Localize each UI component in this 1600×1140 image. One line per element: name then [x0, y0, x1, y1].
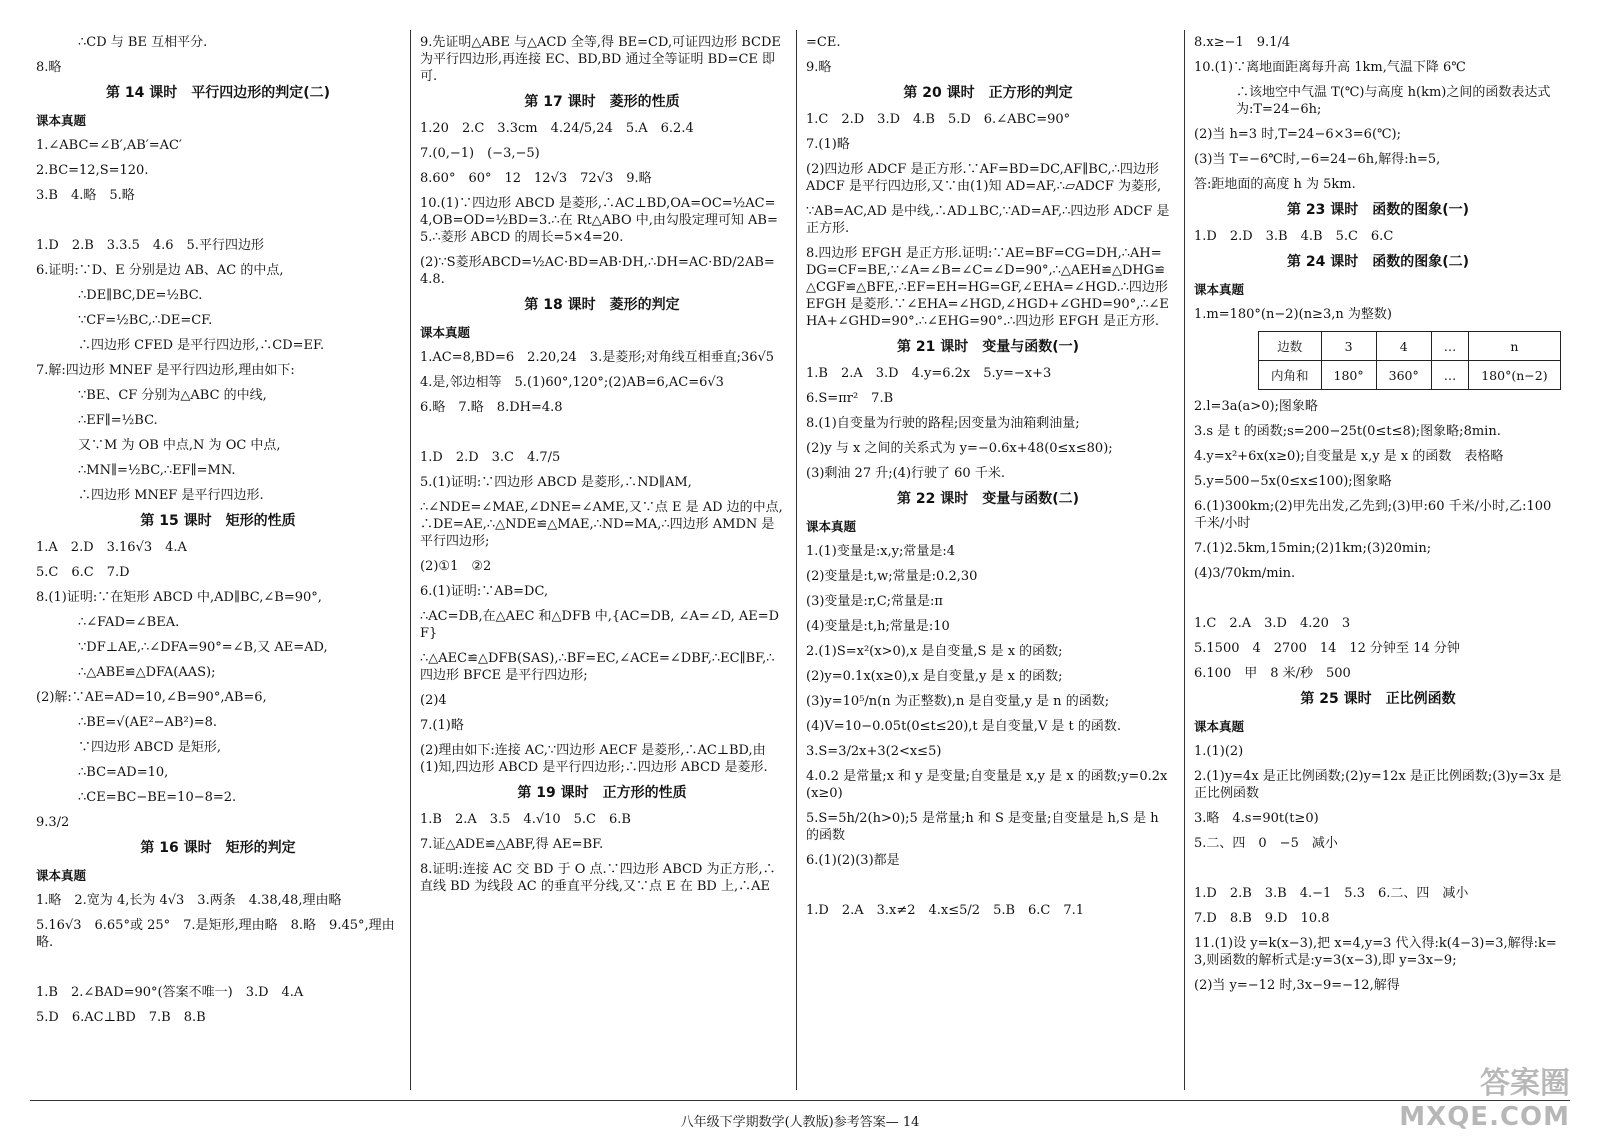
answer-line: 5.1500 4 2700 14 12 分钟至 14 分钟 [1194, 641, 1460, 656]
table-row [1259, 332, 1561, 361]
answer-line: ∴EF∥=½BC. [78, 413, 158, 428]
answer-line: 6.(1)300km;(2)甲先出发,乙先到;(3)甲:60 千米/小时,乙:100 千米/小时 [1194, 499, 1552, 531]
answer-line: ∴BE=√(AE²−AB²)=8. [78, 715, 218, 730]
answer-line: 5.16√3 6.65°或 25° 7.是矩形,理由略 8.略 9.45°,理由略. [36, 918, 395, 950]
answer-line: 4.是,邻边相等 5.(1)60°,120°;(2)AB=6,AC=6√3 [420, 375, 724, 390]
answer-line: 9.3/2 [36, 815, 70, 830]
answer-line: 6.证明:∵D、E 分别是边 AB、AC 的中点, [36, 263, 284, 278]
blank-line [420, 424, 784, 441]
answer-line: 3.略 4.s=90t(t≥0) [1194, 811, 1319, 826]
answer-line: 答:距地面的高度 h 为 5km. [1194, 177, 1356, 192]
polygon-angle-table [1258, 331, 1561, 390]
answer-line: 2.BC=12,S=120. [36, 163, 149, 178]
answer-line: (2)y 与 x 之间的关系式为 y=−0.6x+48(0≤x≤80); [806, 441, 1113, 456]
answer-line: 6.略 7.略 8.DH=4.8 [420, 400, 563, 415]
answer-column-1 [36, 34, 404, 1089]
answer-line: 1.∠ABC=∠B′,AB′=AC′ [36, 138, 182, 153]
answer-line: 又∵M 为 OB 中点,N 为 OC 中点, [78, 438, 281, 453]
table-row [1259, 361, 1561, 390]
answer-line: 2.l=3a(a>0);图象略 [1194, 399, 1318, 414]
answer-line: ∴∠FAD=∠BEA. [78, 615, 180, 630]
answer-line: (2)解:∵AE=AD=10,∠B=90°,AB=6, [36, 690, 267, 705]
answer-line: (2)当 y=−12 时,3x−9=−12,解得 [1194, 978, 1400, 993]
answer-line: (4)3/70km/min. [1194, 566, 1296, 581]
answer-line: 1.D 2.B 3.3.5 4.6 5.平行四边形 [36, 238, 264, 253]
answer-line: ∴BC=AD=10, [78, 765, 169, 780]
answer-line: ∵BE、CF 分别为△ABC 的中线, [78, 388, 267, 403]
answer-line: 10.(1)∵四边形 ABCD 是菱形,∴AC⊥BD,OA=OC=½AC=4,OB=OD=½BD=3.∴在 Rt△ABO 中,由勾股定理可知 AB=5.∴菱形 ABCD 的周长=5×4=20. [420, 196, 778, 245]
table-cell: … [1431, 332, 1469, 361]
answer-line: 6.100 甲 8 米/秒 500 [1194, 666, 1351, 681]
answer-line: ∴四边形 MNEF 是平行四边形. [78, 488, 264, 503]
blank-line [1194, 590, 1562, 607]
answer-line: ∴∠NDE=∠MAE,∠DNE=∠AME,又∵点 E 是 AD 边的中点,∴DE=AE,∴△NDE≌△MAE,∴ND=MA,∴四边形 AMDN 是平行四边形; [420, 500, 783, 549]
answer-line: ∴MN∥=½BC,∴EF∥=MN. [78, 463, 236, 478]
answer-line: (2)∵S菱形ABCD=½AC·BD=AB·DH,∴DH=AC·BD/2AB=4.8. [420, 255, 775, 287]
page-footer: 八年级下学期数学(人教版)参考答案— 14 [680, 1115, 920, 1130]
answer-line: 1.B 2.A 3.5 4.√10 5.C 6.B [420, 812, 631, 827]
answer-line: 7.D 8.B 9.D 10.8 [1194, 911, 1330, 926]
answer-line: (2)y=0.1x(x≥0),x 是自变量,y 是 x 的函数; [806, 669, 1063, 684]
lesson-heading: 第 18 课时 菱形的判定 [524, 297, 680, 313]
answer-line: 3.s 是 t 的函数;s=200−25t(0≤t≤8);图象略;8min. [1194, 424, 1501, 439]
answer-line: 1.B 2.A 3.D 4.y=6.2x 5.y=−x+3 [806, 366, 1052, 381]
answer-column-3 [806, 34, 1174, 1089]
answer-line: 1.B 2.∠BAD=90°(答案不唯一) 3.D 4.A [36, 985, 304, 1000]
answer-line: (2)理由如下:连接 AC,∵四边形 AECF 是菱形,∴AC⊥BD,由(1)知,四边形 ABCD 是平行四边形;∴四边形 ABCD 是菱形. [420, 743, 768, 775]
answer-line: 5.(1)证明:∵四边形 ABCD 是菱形,∴ND∥AM, [420, 475, 692, 490]
blank-line [36, 959, 400, 976]
answer-line: ∴四边形 CFED 是平行四边形,∴CD=EF. [78, 338, 325, 353]
answer-line: 2.(1)S=x²(x>0),x 是自变量,S 是 x 的函数; [806, 644, 1063, 659]
lesson-heading: 第 20 课时 正方形的判定 [903, 85, 1073, 101]
answer-line: 5.y=500−5x(0≤x≤100);图象略 [1194, 474, 1392, 489]
answer-line: 7.(1)2.5km,15min;(2)1km;(3)20min; [1194, 541, 1432, 556]
lesson-heading: 第 14 课时 平行四边形的判定(二) [105, 85, 331, 101]
answer-line: 3.S=3/2x+3(2<x≤5) [806, 744, 942, 759]
answer-line: 3.B 4.略 5.略 [36, 188, 135, 203]
answer-line: 10.(1)∵离地面距离每升高 1km,气温下降 6℃ [1194, 60, 1466, 75]
answer-line: ∴△ABE≌△DFA(AAS); [78, 665, 216, 680]
blank-line [806, 877, 1170, 894]
table-cell: 180°(n−2) [1469, 361, 1560, 390]
answer-line: 8.(1)自变量为行驶的路程;因变量为油箱剩油量; [806, 416, 1080, 431]
column-divider-2 [796, 30, 797, 1090]
lesson-heading: 第 21 课时 变量与函数(一) [896, 339, 1080, 355]
lesson-heading: 第 25 课时 正比例函数 [1300, 691, 1456, 707]
answer-line: ∴AC=DB,在△AEC 和△DFB 中,{AC=DB, ∠A=∠D, AE=DF} [420, 609, 780, 641]
answer-line: 4.y=x²+6x(x≥0);自变量是 x,y 是 x 的函数 表格略 [1194, 449, 1504, 464]
answer-line: 7.(1)略 [420, 718, 464, 733]
answer-line: (4)变量是:t,h;常量是:10 [806, 619, 950, 634]
blank-line [1194, 860, 1562, 877]
answer-column-4 [1194, 34, 1566, 1089]
answer-line: 1.C 2.A 3.D 4.20 3 [1194, 616, 1351, 631]
answer-line: 1.A 2.D 3.16√3 4.A [36, 540, 187, 555]
answer-line: ∴CD 与 BE 互相平分. [78, 35, 208, 50]
answer-line: 1.略 2.宽为 4,长为 4√3 3.两条 4.38,48,理由略 [36, 893, 342, 908]
table-cell: 180° [1321, 361, 1376, 390]
table-cell: 4 [1376, 332, 1431, 361]
answer-line: (3)y=10⁵/n(n 为正整数),n 是自变量,y 是 n 的函数; [806, 694, 1110, 709]
table-cell: n [1469, 332, 1560, 361]
answer-line: (3)当 T=−6℃时,−6=24−6h,解得:h=5, [1194, 152, 1441, 167]
answer-line: 1.20 2.C 3.3cm 4.24/5,24 5.A 6.2.4 [420, 121, 694, 136]
answer-line: 1.D 2.D 3.B 4.B 5.C 6.C [1194, 229, 1394, 244]
answer-line: (2)4 [420, 693, 447, 708]
answer-line: ∵AB=AC,AD 是中线,∴AD⊥BC,∵AD=AF,∴四边形 ADCF 是正方形. [806, 204, 1170, 236]
section-label: 课本真题 [1194, 719, 1245, 734]
footer-rule [30, 1100, 1570, 1101]
answer-line: 7.(0,−1) (−3,−5) [420, 146, 540, 161]
watermark-text-top: 答案圈 [1480, 1066, 1570, 1101]
answer-line: 1.C 2.D 3.D 4.B 5.D 6.∠ABC=90° [806, 112, 1071, 127]
answer-line: 8.x≥−1 9.1/4 [1194, 35, 1291, 50]
column-divider-1 [410, 30, 411, 1090]
answer-line: 8.略 [36, 60, 62, 75]
answer-line: (2)当 h=3 时,T=24−6×3=6(℃); [1194, 127, 1402, 142]
answer-line: 9.先证明△ABE 与△ACD 全等,得 BE=CD,可证四边形 BCDE 为平行四边形,再连接 EC、BD,BD 通过全等证明 BD=CE 即可. [420, 35, 781, 84]
answer-line: 6.(1)证明:∵AB=DC, [420, 584, 549, 599]
lesson-heading: 第 17 课时 菱形的性质 [524, 94, 680, 110]
answer-line: 1.D 2.D 3.C 4.7/5 [420, 450, 561, 465]
answer-line: (2)①1 ②2 [420, 559, 492, 574]
lesson-heading: 第 19 课时 正方形的性质 [517, 785, 687, 801]
answer-line: (3)变量是:r,C;常量是:π [806, 594, 943, 609]
answer-line: 1.m=180°(n−2)(n≥3,n 为整数) [1194, 307, 1392, 322]
section-label: 课本真题 [36, 113, 87, 128]
answer-line: (4)V=10−0.05t(0≤t≤20),t 是自变量,V 是 t 的函数. [806, 719, 1122, 734]
answer-line: ∴△AEC≌△DFB(SAS),∴BF=EC,∠ACE=∠DBF,∴EC∥BF,∴四边形 BFCE 是平行四边形; [420, 651, 775, 683]
lesson-heading: 第 24 课时 函数的图象(二) [1286, 254, 1470, 270]
table-cell: 3 [1321, 332, 1376, 361]
section-label: 课本真题 [806, 519, 857, 534]
answer-column-2 [420, 34, 788, 1089]
answer-line: ∴DE∥BC,DE=½BC. [78, 288, 203, 303]
answer-line: 5.C 6.C 7.D [36, 565, 130, 580]
answer-line: 1.(1)变量是:x,y;常量是:4 [806, 544, 956, 559]
column-divider-3 [1184, 30, 1185, 1090]
answer-line: ∵CF=½BC,∴DE=CF. [78, 313, 213, 328]
answer-line: 9.略 [806, 60, 832, 75]
table-cell: … [1431, 361, 1469, 390]
section-label: 课本真题 [36, 868, 87, 883]
answer-line: 5.S=5h/2(h>0);5 是常量;h 和 S 是变量;自变量是 h,S 是 h 的函数 [806, 811, 1159, 843]
answer-line: ∵四边形 ABCD 是矩形, [78, 740, 221, 755]
answer-line: 5.D 6.AC⊥BD 7.B 8.B [36, 1010, 206, 1025]
table-cell: 边数 [1259, 332, 1322, 361]
table-cell: 360° [1376, 361, 1431, 390]
watermark-logo [1399, 1058, 1570, 1132]
answer-line: 1.D 2.B 3.B 4.−1 5.3 6.二、四 减小 [1194, 886, 1469, 901]
answer-line: ∴CE=BC−BE=10−8=2. [78, 790, 237, 805]
answer-line: 4.0.2 是常量;x 和 y 是变量;自变量是 x,y 是 x 的函数;y=0.2x(x≥0) [806, 769, 1168, 801]
answer-line: 7.(1)略 [806, 137, 850, 152]
watermark-text-bottom: MXQE.COM [1399, 1102, 1570, 1132]
blank-line [36, 212, 400, 229]
lesson-heading: 第 22 课时 变量与函数(二) [896, 491, 1080, 507]
answer-line: ∵DF⊥AE,∴∠DFA=90°=∠B,又 AE=AD, [78, 640, 328, 655]
answer-line: 1.(1)(2) [1194, 744, 1244, 759]
answer-line: 7.解:四边形 MNEF 是平行四边形,理由如下: [36, 363, 295, 378]
answer-line: 1.D 2.A 3.x≠2 4.x≤5/2 5.B 6.C 7.1 [806, 903, 1085, 918]
lesson-heading: 第 15 课时 矩形的性质 [140, 513, 296, 529]
answer-line: (3)剩油 27 升;(4)行驶了 60 千米. [806, 466, 1005, 481]
answer-line: 8.(1)证明:∵在矩形 ABCD 中,AD∥BC,∠B=90°, [36, 590, 322, 605]
lesson-heading: 第 23 课时 函数的图象(一) [1286, 202, 1470, 218]
section-label: 课本真题 [420, 325, 471, 340]
answer-line: ∴该地空中气温 T(℃)与高度 h(km)之间的函数表达式为:T=24−6h; [1236, 85, 1551, 117]
answer-line: 8.60° 60° 12 12√3 72√3 9.略 [420, 171, 652, 186]
answer-line: 7.证△ADE≌△ABF,得 AE=BF. [420, 837, 604, 852]
answer-line: 2.(1)y=4x 是正比例函数;(2)y=12x 是正比例函数;(3)y=3x 是正比例函数 [1194, 769, 1562, 801]
answer-line: 1.AC=8,BD=6 2.20,24 3.是菱形;对角线互相垂直;36√5 [420, 350, 775, 365]
answer-line: 8.四边形 EFGH 是正方形.证明:∵AE=BF=CG=DH,∴AH=DG=CF=BE,∵∠A=∠B=∠C=∠D=90°,∴△AEH≌△DHG≌△CGF≌△BFE,∴EF=EH=HG=GF,∠EHA=∠HGD.∴四边形 EFGH 是菱形.∵∠EHA=∠HGD,∠HGD+∠GHD=90°,∴∠EHA+∠GHD=90°.∴∠EHG=90°.∴四边形 EFGH 是正方形. [806, 246, 1169, 329]
answer-line: 11.(1)设 y=k(x−3),把 x=4,y=3 代入得:k(4−3)=3,解得:k=3,则函数的解析式是:y=3(x−3),即 y=3x−9; [1194, 936, 1557, 968]
lesson-heading: 第 16 课时 矩形的判定 [140, 840, 296, 856]
answer-line: 6.(1)(2)(3)都是 [806, 853, 900, 868]
answer-line: =CE. [806, 35, 841, 50]
answer-line: (2)变量是:t,w;常量是:0.2,30 [806, 569, 978, 584]
answer-line: (2)四边形 ADCF 是正方形.∵AF=BD=DC,AF∥BC,∴四边形 ADCF 是平行四边形,又∵由(1)知 AD=AF,∴▱ADCF 为菱形, [806, 162, 1162, 194]
answer-line: 5.二、四 0 −5 减小 [1194, 836, 1338, 851]
answer-line: 6.S=πr² 7.B [806, 391, 894, 406]
table-cell: 内角和 [1259, 361, 1322, 390]
answer-line: 8.证明:连接 AC 交 BD 于 O 点.∵四边形 ABCD 为正方形,∴直线 BD 为线段 AC 的垂直平分线,又∵点 E 在 BD 上,∴AE [420, 862, 776, 894]
section-label: 课本真题 [1194, 282, 1245, 297]
